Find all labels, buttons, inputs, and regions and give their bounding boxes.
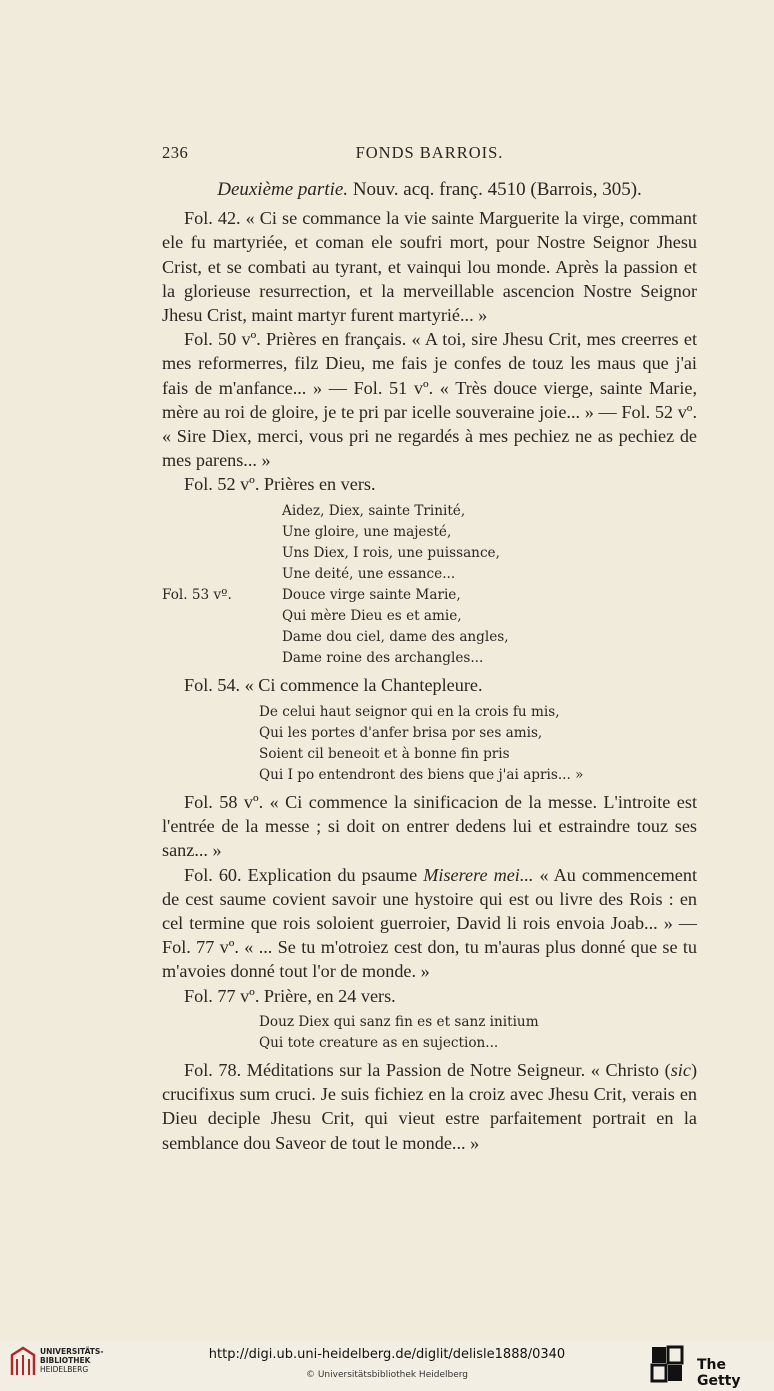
subtitle-italic: Deuxième partie. (217, 179, 349, 200)
verse-line: Uns Diex, I rois, une puissance, (282, 544, 500, 561)
getty-logo-icon (650, 1345, 686, 1383)
p8-text-a: Fol. 78. Méditations sur la Passion de Notre Seigneur. « Christo ( (184, 1059, 671, 1080)
verse-line: Aidez, Diex, sainte Trinité, (282, 502, 466, 519)
paragraph-fol-58: Fol. 58 vº. « Ci commence la sinificacion de la messe. L'introite est l'entrée de la messe ; si doit on entrer dedens lui et estraindre touz ses sanz... » (162, 791, 697, 861)
paragraph-fol-54: Fol. 54. « Ci commence la Chantepleure. (184, 675, 483, 696)
paragraph-fol-77: Fol. 77 vº. Prière, en 24 vers. (184, 985, 396, 1006)
library-line-2: BIBLIOTHEK (40, 1356, 91, 1365)
p6-text-a: Fol. 60. Explication du psaume (184, 864, 418, 885)
copyright-notice: © Universitätsbibliothek Heidelberg (305, 1370, 468, 1380)
verse-line: Qui tote creature as en sujection... (259, 1034, 499, 1051)
verse-line: Qui mère Dieu es et amie, (282, 608, 462, 625)
p6-italic: Miserere mei... (423, 864, 534, 885)
verse-line: Qui I po entendront des biens que j'ai apris... » (259, 766, 584, 783)
verse-line-text: Douce virge sainte Marie, (282, 587, 461, 604)
verse-line: Dame roine des archangles... (282, 650, 484, 667)
running-title: FONDS BARROIS. (355, 143, 504, 162)
paragraph-fol-50: Fol. 50 vº. Prières en français. « A toi, sire Jhesu Crit, mes creerres et mes reformerres, filz Dieu, me fais je confes de touz les maus que j'ai fais de m'anfance... » — Fol. 51 vº. « Très douce vierge, sainte Marie, mère au roi de gloire, je te pri par icelle souveraine joie... » — Fol. 52 vº. « Sire Diex, merci, vous pri ne regardés à mes pechiez ne as pechiez de mes parens... » (162, 329, 697, 471)
p6-text-b: « Au commencement de cest saume covient savoir une hystoire qui est ou livre des Rois : en cel termine que rois soloient guerroier, David li rois envoia Joab... » — Fol. 77 vº. « ... Se tu m'otroiez cest don, tu m'auras plus donné que se tu m'avoies donné tout l'or de monde. » (162, 864, 698, 982)
paragraph-fol-52: Fol. 52 vº. Prières en vers. (184, 474, 376, 495)
verse-line: Une gloire, une majesté, (282, 523, 452, 540)
verse-block-chantepleure (162, 702, 697, 786)
verse-line (162, 585, 697, 606)
verse-margin-label: Fol. 53 vº. (162, 587, 232, 604)
library-line-3: HEIDELBERG (40, 1365, 89, 1374)
subtitle-rest: Nouv. acq. franç. 4510 (Barrois, 305). (352, 179, 642, 200)
paragraph-fol-42: Fol. 42. « Ci se commance la vie sainte Marguerite la virge, commant ele fu martyriée, et coman ele soufri mort, pour Nostre Seignor Jhesu Crist, et se combati au tyrant, et vainqui lou monde. Après la passion et la glorieuse resurrection, et la merveillable ascencion Nostre Seignor Jhesu Crist, maint martyr furent martyrié... » (162, 208, 697, 326)
digitization-footer (0, 1341, 774, 1391)
p8-italic: sic (670, 1059, 691, 1080)
verse-line: Une deité, une essance... (282, 565, 456, 582)
body-text (162, 178, 697, 1155)
library-line-1: UNIVERSITÄTS- (40, 1347, 104, 1356)
verse-line: Soient cil beneoit et à bonne fin pris (259, 745, 510, 762)
page-number: 236 (162, 143, 189, 162)
verse-block-prayers (162, 501, 697, 670)
p8-text-b: ) crucifixus sum cruci. Je suis fichiez en la croiz avec Jhesu Crit, verais en Dieu deciple Jhesu Crit, qui vieut estre parfaitement portrait en la semblance dou Saveor de tout le monde... » (162, 1059, 697, 1153)
permalink-url[interactable]: http://digi.ub.uni-heidelberg.de/diglit/delisle1888/0340 (208, 1347, 566, 1362)
verse-line: Qui les portes d'anfer brisa por ses amis, (259, 724, 543, 741)
verse-block-priere (162, 1012, 697, 1054)
paragraph-fol-60 (162, 863, 697, 984)
verse-line: Dame dou ciel, dame des angles, (282, 629, 509, 646)
paragraph-fol-78 (162, 1058, 697, 1155)
section-subtitle (162, 178, 697, 202)
verse-line: Douz Diex qui sanz fin es et sanz initium (259, 1013, 539, 1030)
verse-line: De celui haut seignor qui en la crois fu mis, (259, 703, 560, 720)
getty-name: The Getty (697, 1357, 741, 1389)
